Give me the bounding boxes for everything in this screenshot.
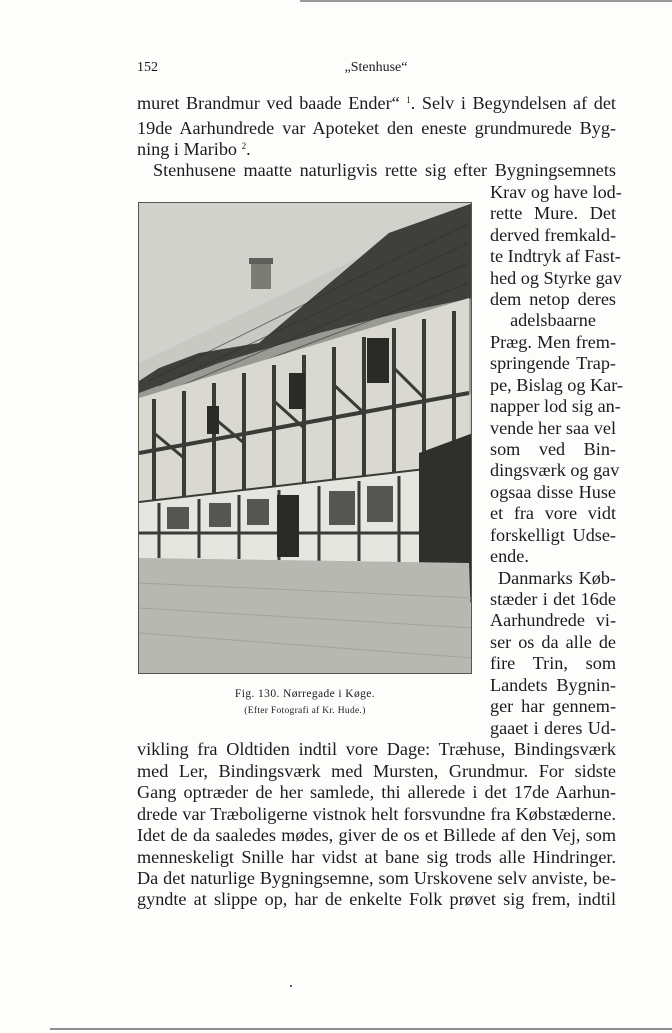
text-line: adelsbaarne [510,310,596,330]
text-line: stæder i det 16de [490,589,616,609]
text-line: Idet de da saaledes mødes, giver de os et Billede af den Vej, som [137,825,616,845]
text-line: forskelligt Udse- [490,525,616,545]
text-line: rette Mure. Det [490,203,616,223]
text-line: drede var Træboligerne vistnok helt forsvundne fra Købstæderne. [137,804,616,824]
text-line: menneskeligt Snille har vidst at bane sig trods alle Hindringer. [137,847,616,867]
paper-speck [290,985,292,987]
text-line: Krav og have lod- [490,182,622,202]
text-line: vende her saa vel [490,418,616,438]
text-line: Stenhusene maatte naturligvis rette sig efter Bygningsemnets [153,160,616,180]
text-line: som ved Bin- [490,439,616,459]
text-line: ende. [490,546,529,566]
text-line: ogsaa disse Huse [490,482,616,502]
footnote-ref: 2 [241,141,247,151]
text-line: te Indtryk af Fast- [490,246,621,266]
text-line: springende Trap- [490,353,616,373]
text-line: Præg. Men frem- [490,332,616,352]
page-number: 152 [137,60,158,75]
figure-caption: Fig. 130. Nørregade i Køge. [234,688,376,700]
text-line: gaaet i deres Ud- [490,718,616,738]
figure-credit: (Efter Fotografi af Kr. Hude.) [244,706,366,716]
text-line: dem netop deres [490,289,616,309]
text-line: hed og Styrke gav [490,268,622,288]
text-line: Landets Bygnin- [490,675,616,695]
text-line: Gang optræder de her samlede, thi allerede i det 17de Aarhun- [137,782,616,802]
bottom-edge-rule [50,1028,672,1030]
text-line: ger har gennem- [490,696,616,716]
text-line: derved fremkald- [490,225,616,245]
text-line: ning i Maribo $^2$. [137,139,251,159]
text-line: Danmarks Køb- [498,568,616,588]
text-line: gyndte at slippe op, har de enkelte Folk prøvet sig frem, indtil [137,889,616,909]
text-line: Aarhundrede vi- [490,610,616,630]
text-line: med Ler, Bindingsværk med Mursten, Grundmur. For sidste [137,761,616,781]
footnote-ref: 1 [406,95,411,105]
text-line: ser os da alle de [490,632,616,652]
text-line: pe, Bislag og Kar- [490,375,623,395]
text-line: et fra vore vidt [490,503,616,523]
text-line: napper lod sig an- [490,396,621,416]
text-line: muret Brandmur ved baade Ender“ $^1$. Selv i Begyndelsen af det [137,93,616,113]
text-line: 19de Aarhundrede var Apoteket den eneste grundmurede Byg- [137,118,616,138]
text-line: dingsværk og gav [490,460,620,480]
text-line: vikling fra Oldtiden indtil vore Dage: Træhuse, Bindingsværk [137,739,616,759]
top-edge-rule [300,0,672,2]
running-title: „Stenhuse“ [344,60,408,75]
text-line: fire Trin, som [490,653,616,673]
text-line: Da det naturlige Bygningsemne, som Urskovene selv anviste, be- [137,868,616,888]
building-photograph [138,202,472,674]
